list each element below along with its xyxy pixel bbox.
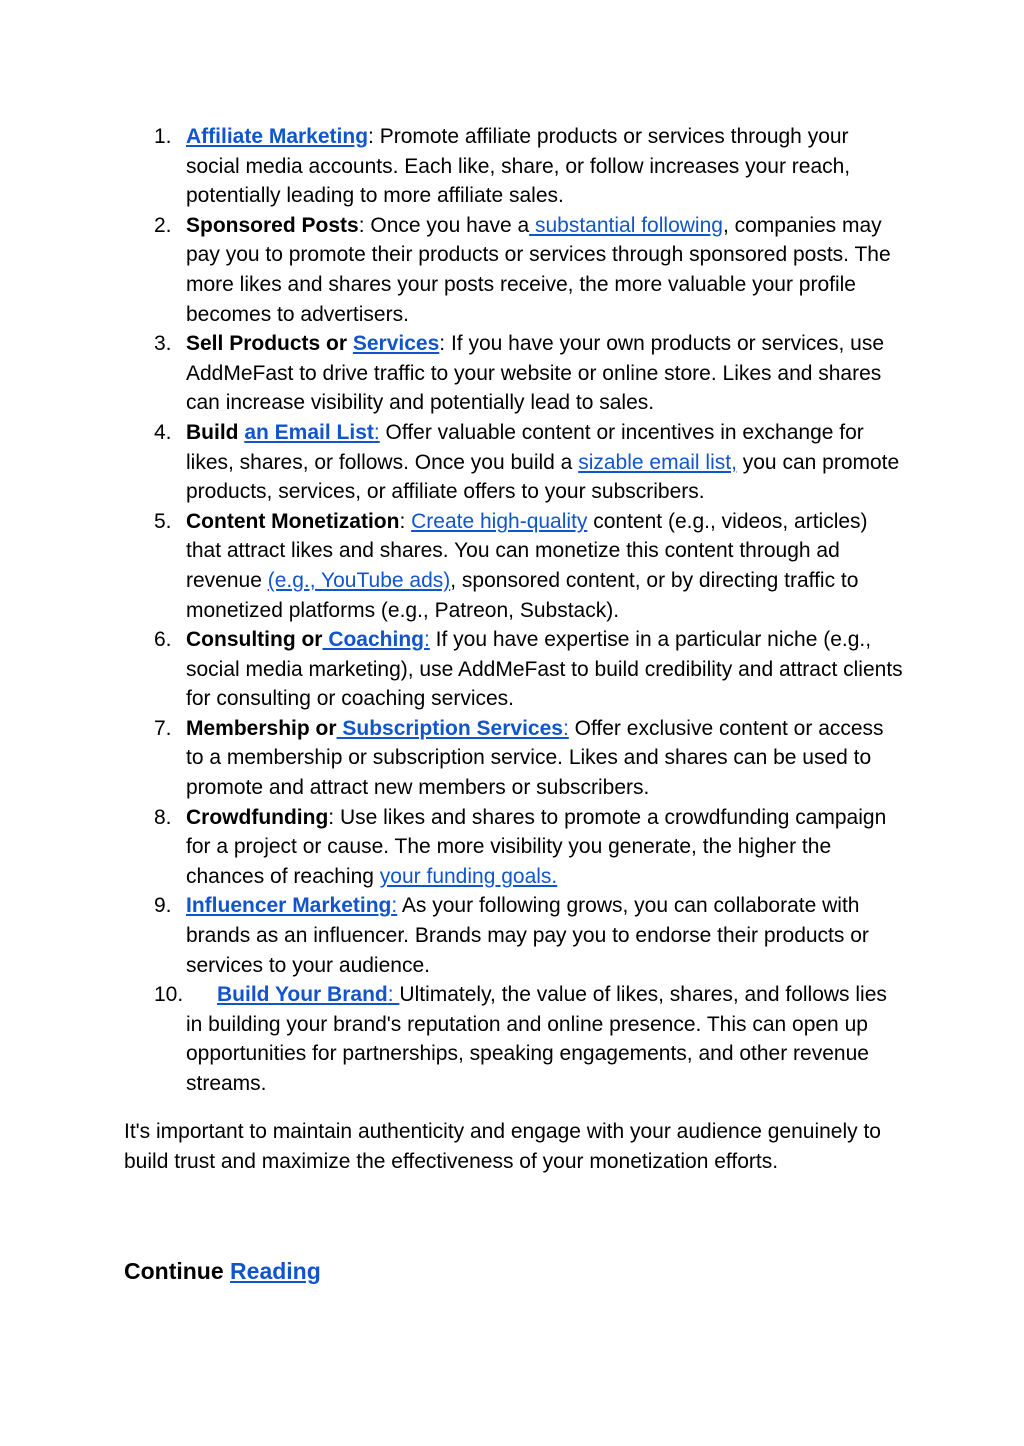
list-item-body <box>186 894 869 976</box>
coaching-link-colon[interactable]: : <box>424 628 430 652</box>
subscription-services-link[interactable]: Subscription Services <box>336 716 563 740</box>
list-number: 10. <box>154 983 184 1007</box>
coaching-link[interactable]: Coaching <box>322 628 424 652</box>
list-item <box>124 329 904 418</box>
list-item-text: : If you have your own products or services, use AddMeFast to drive traffic to your website or online store. Likes and shares can increase visibility and potentially lead to sales. <box>186 332 885 415</box>
list-item-title: Sell Products or <box>186 332 353 356</box>
list-number: 8. <box>154 805 172 829</box>
list-item-body <box>186 421 899 503</box>
list-number: 4. <box>154 420 172 444</box>
list-item <box>124 625 904 714</box>
list-item-body <box>186 980 904 1098</box>
list-number: 7. <box>154 716 172 740</box>
list-item <box>124 714 904 803</box>
youtube-ads-link[interactable]: (e.g., YouTube ads) <box>267 568 451 592</box>
list-item-title: Membership or <box>186 716 337 740</box>
list-item-text: Ultimately, the value of likes, shares, and follows lies in building your brand's reputation and online presence. This can open up opportunities for partnerships, speaking engagements, and other revenue streams. <box>186 983 887 1095</box>
list-item-text: If you have expertise in a particular niche (e.g., social media marketing), use AddMeFast to build credibility and attract clients for consulting or coaching services. <box>186 628 903 711</box>
list-item-text: : <box>399 509 412 533</box>
list-item-title: Crowdfunding <box>186 805 329 829</box>
create-high-quality-link[interactable]: Create high-quality <box>411 509 588 533</box>
list-item-body <box>186 332 884 414</box>
list-item-body <box>186 214 891 326</box>
list-item-text: content (e.g., videos, articles) that attract likes and shares. You can monetize this content through ad revenue <box>186 509 868 592</box>
list-item <box>124 122 904 211</box>
list-item-text: : Once you have a <box>358 213 530 237</box>
list-item-text: As your following grows, you can collaborate with brands as an influencer. Brands may pay you to endorse their products or services to your audience. <box>186 894 869 977</box>
reading-link[interactable]: Reading <box>230 1258 321 1284</box>
sizable-email-list-link[interactable]: sizable email list, <box>578 450 737 474</box>
monetization-list <box>124 122 904 1099</box>
influencer-marketing-link-colon[interactable]: : <box>391 894 398 918</box>
list-item-body <box>186 628 903 710</box>
list-item-body <box>186 510 868 622</box>
list-number: 3. <box>154 332 172 356</box>
list-item-text: , companies may pay you to promote their products or services through sponsored posts. The more likes and shares your posts receive, the more valuable your profile becomes to advertisers. <box>186 213 891 326</box>
list-item-text: : Promote affiliate products or services through your social media accounts. Each like, share, or follow increases your reach, potentially leading to more affiliate sales. <box>186 125 851 208</box>
list-item-text: you can promote products, services, or affiliate offers to your subscribers. <box>186 450 900 504</box>
subscription-services-link-colon[interactable]: : <box>562 716 569 740</box>
list-item <box>124 418 904 507</box>
list-item-text: Offer exclusive content or access to a membership or subscription service. Likes and shares can be used to promote and attract new members or subscribers. <box>186 716 884 800</box>
list-item <box>124 980 904 1098</box>
build-your-brand-link[interactable]: Build Your Brand <box>217 983 388 1007</box>
list-item-text: : Use likes and shares to promote a crowdfunding campaign for a project or cause. The more visibility you generate, the higher the chances of reaching <box>186 805 887 888</box>
influencer-marketing-link[interactable]: Influencer Marketing <box>186 894 392 918</box>
continue-label: Continue <box>124 1258 231 1284</box>
list-item <box>124 803 904 892</box>
list-item-body <box>186 125 850 207</box>
list-number: 1. <box>154 125 172 148</box>
closing-paragraph: It's important to maintain authenticity and engage with your audience genuinely to build trust and maximize the effectiveness of your monetization efforts. <box>124 1120 881 1173</box>
list-item-body <box>186 717 884 799</box>
build-your-brand-link-colon[interactable]: : <box>387 983 400 1007</box>
list-item-title: Content Monetization <box>186 509 400 533</box>
list-item-text: , sponsored content, or by directing traffic to monetized platforms (e.g., Patreon, Substack). <box>186 568 859 622</box>
funding-goals-link[interactable]: your funding goals. <box>379 864 558 888</box>
list-number: 2. <box>154 213 172 237</box>
continue-reading <box>124 1256 321 1286</box>
substantial-following-link[interactable]: substantial following <box>529 213 723 237</box>
email-list-link[interactable]: an Email List <box>244 420 374 444</box>
services-link[interactable]: Services <box>352 332 440 356</box>
email-list-link-colon[interactable]: : <box>373 420 380 444</box>
list-item-body <box>186 806 886 888</box>
list-item <box>124 891 904 980</box>
list-item <box>124 211 904 329</box>
list-item <box>124 507 904 625</box>
list-number: 9. <box>154 894 172 918</box>
affiliate-marketing-link[interactable]: Affiliate Marketing <box>186 125 369 148</box>
list-number: 5. <box>154 509 172 533</box>
list-item-title: Consulting or <box>186 628 323 652</box>
list-item-title: Build <box>186 420 245 444</box>
list-item-text: Offer valuable content or incentives in exchange for likes, shares, or follows. Once you build a <box>186 420 864 474</box>
list-number: 6. <box>154 628 172 652</box>
list-item-title: Sponsored Posts <box>186 213 359 237</box>
